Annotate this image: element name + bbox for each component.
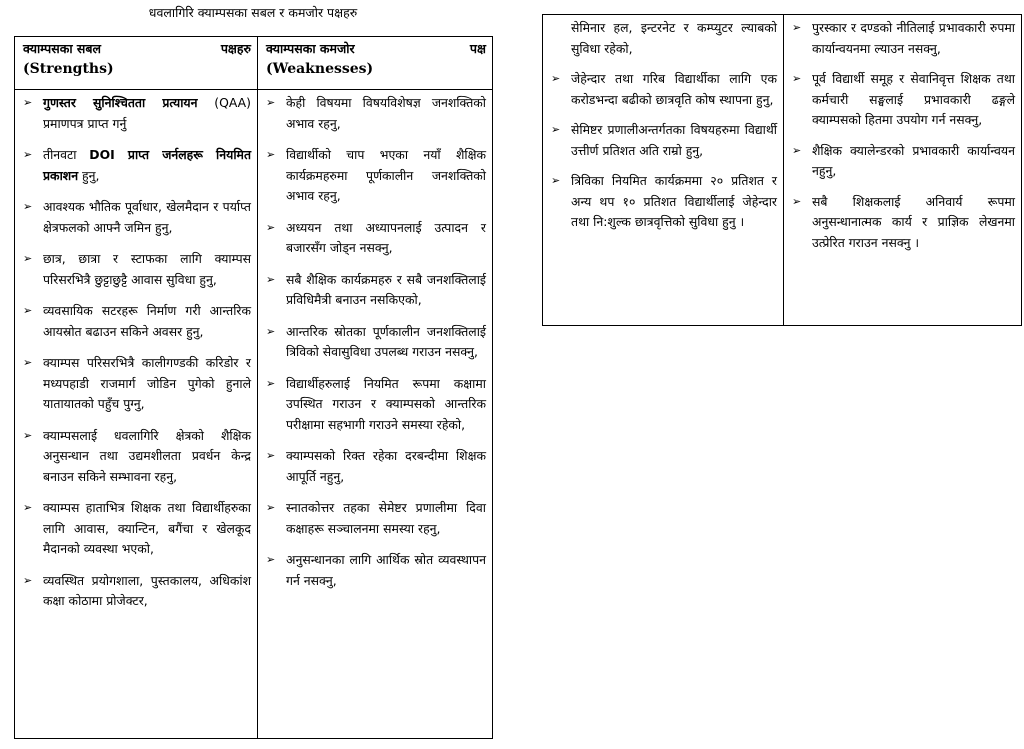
list-item-text: अध्ययन तथा अध्यापनलाई उत्पादन र बजारसँग जोड्न नसक्नु, — [286, 219, 486, 255]
weaknesses-continued-list — [784, 15, 1021, 253]
strength-item — [21, 197, 251, 238]
strength-item — [549, 120, 777, 161]
arrow-bullet-icon: ➢ — [266, 220, 276, 234]
list-item-text: शैक्षिक क्यालेन्डरको प्रभावकारी कार्यान्वयन नहुनु, — [812, 142, 1015, 178]
weakness-item — [264, 550, 486, 591]
arrow-bullet-icon: ➢ — [23, 148, 33, 161]
strengths-list — [15, 90, 257, 612]
arrow-bullet-icon: ➢ — [23, 96, 33, 109]
strength-item — [21, 93, 251, 134]
list-item-text: सबै शैक्षिक कार्यक्रमहरु र सबै जनशक्तिलाई प्रविधिमैत्री बनाउन नसकिएको, — [286, 271, 486, 307]
weakness-item — [264, 498, 486, 539]
strength-item — [549, 69, 777, 110]
weaknesses-header-label-b: पक्ष — [469, 41, 486, 56]
list-item-text: व्यवस्थित प्रयोगशाला, पुस्तकालय, अधिकांश कक्षा कोठामा प्रोजेक्टर, — [43, 572, 251, 608]
strengths-header — [15, 37, 258, 90]
strength-item — [21, 571, 251, 612]
strengths-cell — [15, 90, 258, 739]
arrow-bullet-icon: ➢ — [266, 96, 276, 109]
swot-table-left — [14, 36, 493, 739]
weakness-item — [264, 446, 486, 487]
weaknesses-continued-cell — [784, 15, 1022, 326]
arrow-bullet-icon: ➢ — [266, 553, 276, 566]
weakness-item — [264, 270, 486, 311]
arrow-bullet-icon: ➢ — [23, 428, 33, 442]
weakness-item — [790, 192, 1015, 254]
list-item-text: आन्तरिक स्रोतका पूर्णकालीन जनशक्तिलाई त्रिविको सेवासुविधा उपलब्ध गराउन नसक्नु, — [286, 323, 486, 359]
weakness-item — [264, 322, 486, 363]
arrow-bullet-icon: ➢ — [792, 21, 802, 34]
arrow-bullet-icon: ➢ — [23, 252, 33, 265]
arrow-bullet-icon: ➢ — [23, 573, 33, 587]
list-item-text: क्याम्पस परिसरभित्रै कालीगण्डकी करिडोर र मध्यपहाडी राजमार्ग जोडिन पुगेको हुनाले यातायातको पहुँच पुग्नु, — [43, 355, 251, 411]
arrow-bullet-icon: ➢ — [266, 376, 276, 390]
list-item-bold-text: गुणस्तर सुनिश्चितता प्रत्यायन — [43, 95, 198, 110]
strength-item — [21, 498, 251, 560]
arrow-bullet-icon: ➢ — [266, 501, 276, 514]
list-item-text: अनुसन्धानका लागि आर्थिक स्रोत व्यवस्थापन गर्न नसक्नु, — [286, 552, 486, 588]
arrow-bullet-icon: ➢ — [551, 72, 561, 85]
list-item-text: क्याम्पस हाताभित्र शिक्षक तथा विद्यार्थीहरुका लागि आवास, क्यान्टिन, बगैंचा र खेलकूद मैदानको व्यवस्था भएको, — [43, 500, 251, 556]
strength-item — [21, 426, 251, 488]
arrow-bullet-icon: ➢ — [792, 143, 802, 157]
weaknesses-header — [258, 37, 493, 90]
weaknesses-header-label: क्याम्पसका कमजोर — [266, 41, 355, 56]
arrow-bullet-icon: ➢ — [23, 356, 33, 369]
list-item-text: छात्र, छात्रा र स्टाफका लागि क्याम्पस परिसरभित्रै छुट्टाछुट्टै आवास सुविधा हुनु, — [43, 251, 251, 287]
strengths-continued-list — [543, 15, 783, 233]
weakness-item — [790, 69, 1015, 131]
list-item-text: क्याम्पसलाई धवलागिरि क्षेत्रको शैक्षिक अनुसन्धान तथा उद्यमशीलता प्रवर्धन केन्द्र बनाउन सकिने सम्भावना रहनु, — [43, 427, 251, 484]
arrow-bullet-icon: ➢ — [266, 272, 276, 286]
list-item-text: (QAA) प्रमाणपत्र प्राप्त गर्नु — [43, 95, 251, 131]
list-item — [549, 18, 777, 59]
weaknesses-list — [258, 90, 492, 591]
document-title: धवलागिरि क्याम्पसका सबल र कमजोर पक्षहरु — [148, 5, 358, 20]
list-item-text: स्नातकोत्तर तहका सेमेष्टर प्रणालीमा दिवा कक्षाहरू सञ्चालनमा समस्या रहनु, — [286, 500, 486, 536]
list-item-text: विद्यार्थीको चाप भएका नयाँ शैक्षिक कार्यक्रमहरुमा पूर्णकालीन जनशक्तिको अभाव रहनु, — [286, 147, 486, 203]
weakness-item — [264, 145, 486, 207]
swot-table-right — [542, 14, 1022, 326]
list-item-text: केही विषयमा विषयविशेषज्ञ जनशक्तिको अभाव रहनु, — [286, 95, 486, 131]
arrow-bullet-icon: ➢ — [551, 174, 561, 187]
arrow-bullet-icon: ➢ — [551, 123, 561, 136]
list-item-text: हुनु, — [78, 167, 100, 183]
list-item-text: त्रिविका नियमित कार्यक्रममा २० प्रतिशत र अन्य थप १० प्रतिशत विद्यार्थीलाई जेहेन्दार तथा नि:शुल्क छात्रवृत्तिको सुविधा हुनु । — [571, 173, 777, 229]
list-item-text: व्यवसायिक सटरहरू निर्माण गरी आन्तरिक आयस्रोत बढाउन सकिने अवसर हुनु, — [43, 303, 251, 339]
strengths-header-en: (Strengths) — [23, 61, 114, 77]
arrow-bullet-icon: ➢ — [23, 501, 33, 514]
arrow-bullet-icon: ➢ — [792, 72, 802, 85]
weaknesses-cell — [258, 90, 493, 739]
weakness-item — [790, 18, 1015, 59]
weakness-item — [264, 374, 486, 436]
list-item-text: पुरस्कार र दण्डको नीतिलाई प्रभावकारी रुपमा कार्यान्वयनमा ल्याउन नसक्नु, — [812, 20, 1015, 56]
strength-item — [21, 249, 251, 290]
strengths-header-label: क्याम्पसका सबल — [23, 41, 101, 56]
list-item-text: सेमिनार हल, इन्टरनेट र कम्प्युटर ल्याबको सुविधा रहेको, — [571, 20, 777, 56]
strengths-continued-cell — [543, 15, 784, 326]
arrow-bullet-icon: ➢ — [266, 324, 276, 338]
list-item-text: जेहेन्दार तथा गरिब विद्यार्थीका लागि एक करोडभन्दा बढीको छात्रवृति कोष स्थापना हुनु, — [571, 71, 777, 107]
arrow-bullet-icon: ➢ — [23, 200, 33, 213]
weakness-item — [790, 141, 1015, 182]
strength-item — [21, 145, 251, 186]
list-item-text: पूर्व विद्यार्थी समूह र सेवानिवृत्त शिक्षक तथा कर्मचारी सङ्घलाई प्रभावकारी ढङ्गले क्याम्पसको हितमा उपयोग गर्न नसक्नु, — [812, 71, 1015, 127]
list-item-text: क्याम्पसको रिक्त रहेका दरबन्दीमा शिक्षक आपूर्ति नहुनु, — [286, 448, 486, 484]
weaknesses-header-en: (Weaknesses) — [266, 61, 374, 77]
weakness-item — [264, 218, 486, 259]
list-item-text: तीनवटा — [43, 147, 90, 162]
list-item-bold-text: DOI प्राप्त जर्नलहरू नियमित प्रकाशन — [43, 147, 252, 183]
strength-item — [21, 301, 251, 342]
strengths-header-label-b: पक्षहरु — [220, 41, 251, 56]
strength-item — [21, 353, 251, 415]
list-item-text: विद्यार्थीहरुलाई नियमित रूपमा कक्षामा उपस्थित गराउन र क्याम्पसको आन्तरिक परीक्षामा सहभागी गराउने समस्या रहेको, — [286, 375, 486, 432]
arrow-bullet-icon: ➢ — [792, 194, 802, 208]
list-item-text: सबै शिक्षकलाई अनिवार्य रूपमा अनुसन्धानात्मक कार्य र प्राज्ञिक लेखनमा उत्प्रेरित गराउन नसक्नु । — [812, 193, 1015, 250]
weakness-item — [264, 93, 486, 134]
strength-item — [549, 171, 777, 233]
arrow-bullet-icon: ➢ — [266, 148, 276, 161]
list-item-text: सेमिष्टर प्रणालीअन्तर्गतका विषयहरुमा विद्यार्थी उत्तीर्ण प्रतिशत अति राम्रो हुनु, — [571, 122, 777, 158]
list-item-text: आवश्यक भौतिक पूर्वाधार, खेलमैदान र पर्याप्त क्षेत्रफलको आफ्नै जमिन हुनु, — [43, 199, 251, 235]
arrow-bullet-icon: ➢ — [23, 304, 33, 317]
arrow-bullet-icon: ➢ — [266, 449, 276, 462]
